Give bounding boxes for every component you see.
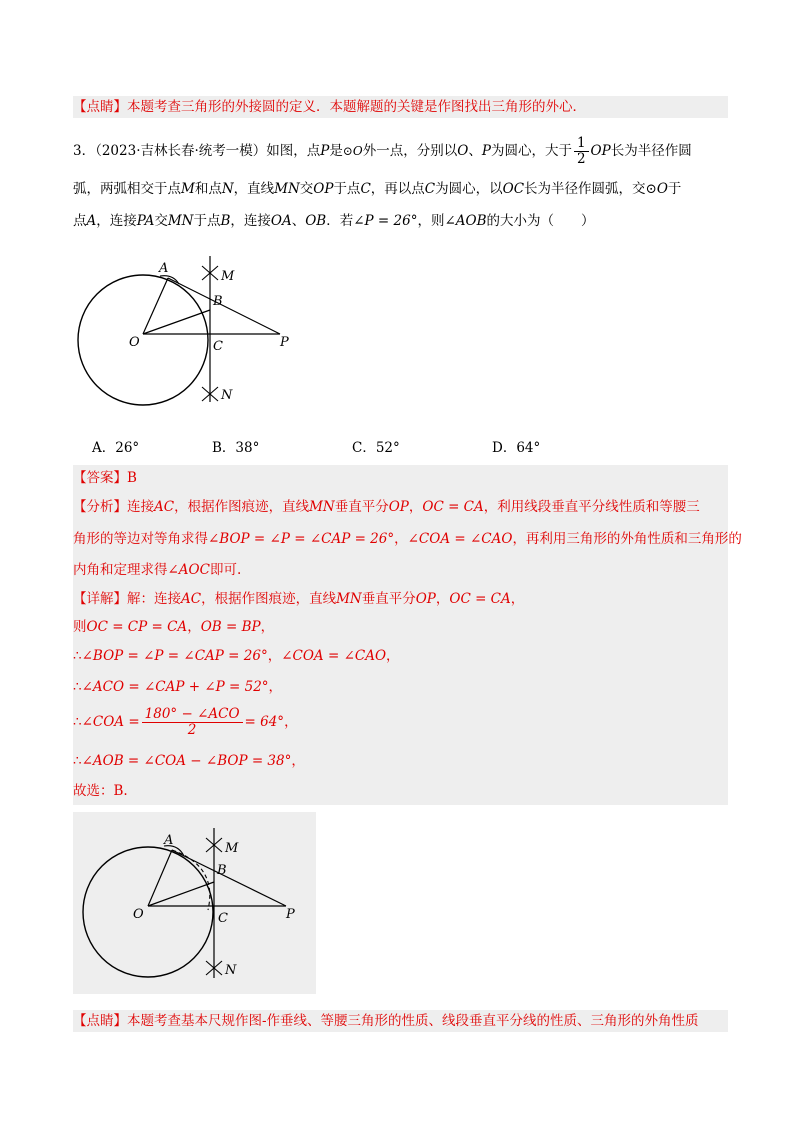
analysis-line-3: 内角和定理求得∠AOC即可. [73, 562, 242, 578]
detail-line-2: 则OC = CP = CA，OB = BP， [73, 619, 275, 635]
option-b[interactable]: B．38° [212, 440, 260, 456]
option-c[interactable]: C．52° [352, 440, 400, 456]
question-line-1: 3．（2023·吉林长春·统考一模）如图，点P是⊙O外一点，分别以O、P为圆心，大于 $\frac{1}{2}$ OP长为半径作圆 [73, 135, 692, 167]
half-fraction: $\frac{1}{2}$ [574, 136, 589, 167]
question-figure [75, 252, 305, 412]
question-line-2: 弧，两弧相交于点M和点N，直线MN交OP于点C，再以点C为圆心，以OC长为半径作圆弧，交⊙O于 [73, 181, 682, 197]
label-p-2: P [286, 907, 295, 922]
label-c: C [213, 339, 223, 354]
bottom-note [73, 1010, 699, 1032]
answer-line: 【答案】B [73, 470, 137, 486]
label-p: P [280, 335, 289, 350]
top-note [73, 96, 586, 118]
option-a[interactable]: A．26° [92, 440, 140, 456]
question-line-3: 点A，连接PA交MN于点B，连接OA、OB．若∠P = 26°，则∠AOB的大小为（ ） [73, 213, 595, 229]
solution-figure [78, 826, 308, 986]
top-note-text: 本题考查三角形的外接圆的定义．本题解题的关键是作图找出三角形的外心． [127, 99, 586, 115]
analysis-line-1: 【分析】连接AC，根据作图痕迹，直线MN垂直平分OP，OC = CA，利用线段垂直平分线性质和等腰三 [73, 499, 700, 515]
segment-oa-2 [148, 850, 172, 906]
bottom-note-tag: 【点睛】 [73, 1013, 127, 1029]
segment-oa [143, 278, 168, 334]
analysis-line-2: 角形的等边对等角求得∠BOP = ∠P = ∠CAP = 26°，∠COA = ∠CAO，再利用三角形的外角性质和三角形的 [73, 531, 742, 547]
label-m: M [221, 269, 235, 284]
detail-choose: 故选：B. [73, 783, 128, 799]
label-o: O [129, 335, 140, 350]
label-m-2: M [225, 841, 239, 856]
detail-line-3: ∴∠BOP = ∠P = ∠CAP = 26°，∠COA = ∠CAO， [73, 648, 400, 664]
detail-line-1: 【详解】解：连接AC，根据作图痕迹，直线MN垂直平分OP，OC = CA， [73, 591, 525, 607]
label-c-2: C [218, 911, 228, 926]
segment-ob [143, 310, 210, 334]
label-n-2: N [225, 963, 237, 978]
bottom-note-text: 本题考查基本尺规作图-作垂线、等腰三角形的性质、线段垂直平分线的性质、三角形的外角性质 [127, 1013, 699, 1029]
label-n: N [221, 388, 233, 403]
detail-line-5: ∴∠COA = $\frac{\text{180° − ∠ACO}}{2}$ = 64°， [73, 706, 298, 738]
label-o-2: O [133, 907, 144, 922]
segment-pa [168, 278, 280, 334]
detail-line-6: ∴∠AOB = ∠COA − ∠BOP = 38°， [73, 753, 305, 769]
circle-o-2 [83, 847, 213, 977]
detail-fraction: $\frac{\text{180° − ∠ACO}}{2}$ [142, 707, 243, 738]
top-note-tag: 【点睛】 [73, 99, 127, 115]
label-b: B [213, 294, 223, 309]
circle-o [78, 275, 208, 405]
segment-pa-2 [172, 850, 286, 906]
segment-ob-2 [148, 882, 214, 906]
label-b-2: B [217, 863, 227, 878]
option-d[interactable]: D．64° [492, 440, 541, 456]
label-a-2: A [164, 833, 174, 848]
label-a: A [159, 261, 169, 276]
arc-mark-a [160, 276, 179, 284]
detail-line-4: ∴∠ACO = ∠CAP + ∠P = 52°， [73, 679, 283, 695]
